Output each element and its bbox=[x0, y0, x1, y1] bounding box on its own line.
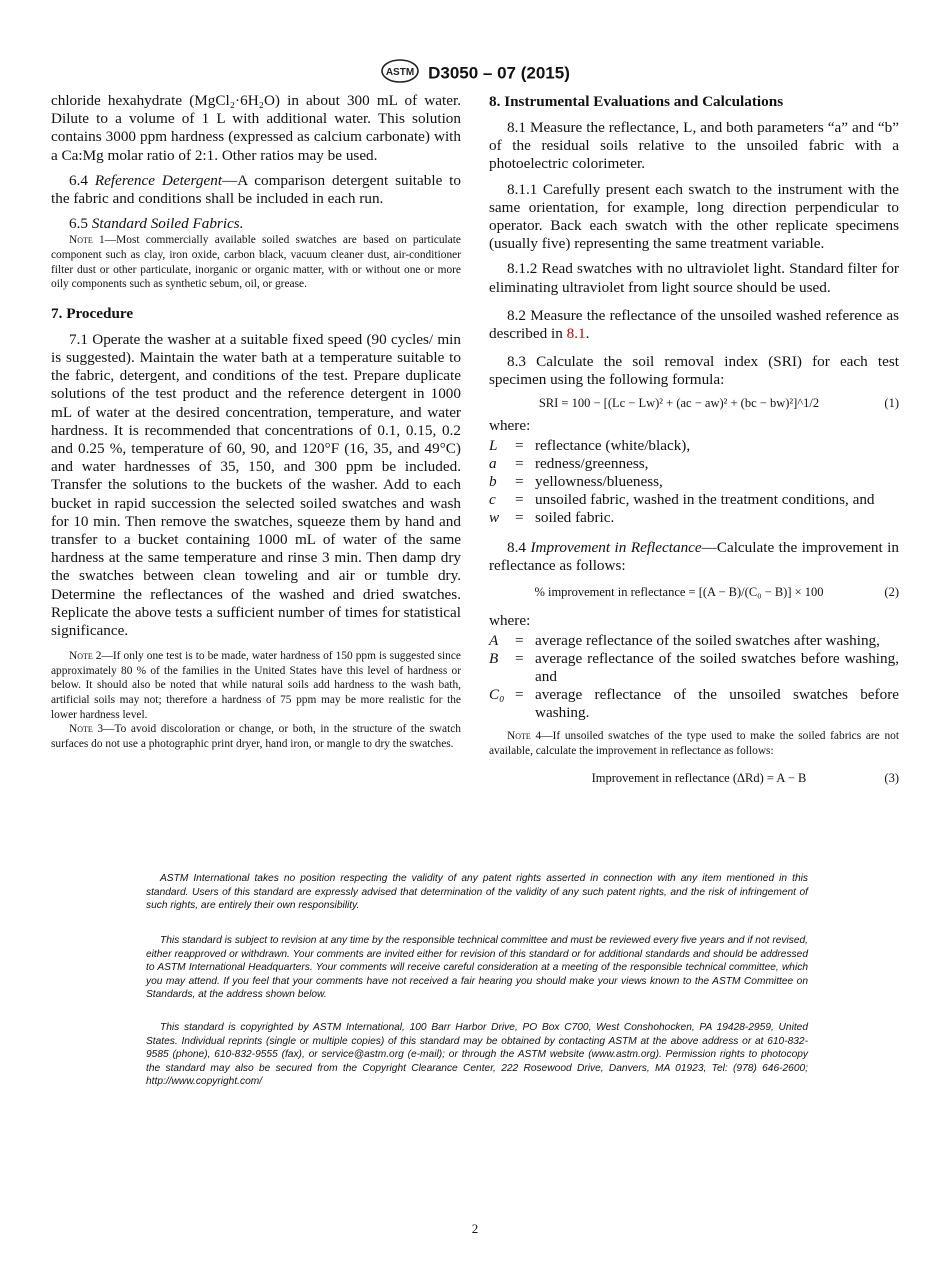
equation-1-number: (1) bbox=[884, 395, 899, 410]
where-label-2: where: bbox=[489, 612, 531, 630]
astm-logo-icon bbox=[380, 58, 420, 89]
equation-3-number: (3) bbox=[884, 770, 899, 785]
footer-revision-notice: This standard is subject to revision at any time by the responsible technical committee and must be reviewed every five years and if not revised, either reapproved or withdrawn. Your comments are invited either for revision of this standard or for additional standards and should be addressed to ASTM International Headquarters. Your comments will receive careful consideration at a meeting of the responsible technical committee, which you may attend. If you feel that your comments have not received a fair hearing you should make your views known to the ASTM Committee on Standards, at the address shown below. bbox=[146, 935, 808, 1001]
definition-equals: = bbox=[515, 650, 524, 668]
paragraph-8-2: 8.2 Measure the reflectance of the unsoiled washed reference as described in 8.1. bbox=[489, 306, 899, 343]
definition-description: soiled fabric. bbox=[535, 508, 615, 526]
equation-2 bbox=[489, 585, 899, 600]
definition-row bbox=[489, 632, 899, 650]
definition-symbol: C₀ bbox=[489, 686, 505, 704]
note-3: Note 3—To avoid discoloration or change, or both, in the structure of the swatch surfaces do not use a photographic print dryer, hand iron, or mangle to dry the swatches. bbox=[51, 723, 461, 750]
standard-designation: D3050 – 07 (2015) bbox=[428, 63, 570, 83]
definition-symbol: B bbox=[489, 650, 499, 668]
definition-description: average reflectance of the soiled swatches before washing, and bbox=[535, 650, 899, 686]
definition-description: redness/greenness, bbox=[535, 454, 649, 472]
definition-symbol: b bbox=[489, 472, 497, 490]
definition-row bbox=[489, 455, 899, 473]
paragraph-continued: chloride hexahydrate (MgCl₂·6H₂O) in about 300 mL of water. Dilute to a volume of 1 L with additional water. This solution contains 3000 ppm hardness (expressed as calcium carbonate) with a Ca:Mg molar ratio of 2:1. Other ratios may be used. bbox=[51, 92, 461, 164]
page-number: 2 bbox=[471, 1221, 479, 1236]
note-4: Note 4—If unsoiled swatches of the type used to make the soiled fabrics are not available, calculate the improvement in reflectance as follows: bbox=[489, 730, 899, 758]
definition-equals: = bbox=[515, 436, 524, 454]
definitions-list-2 bbox=[489, 632, 899, 722]
equation-2-number: (2) bbox=[884, 585, 899, 600]
right-column bbox=[489, 92, 899, 792]
definition-row bbox=[489, 509, 899, 527]
note-1: Note 1—Most commercially available soiled swatches are based on particulate component such as clay, iron oxide, carbon black, vacuum cleaner dust, air-conditioner filter dust or other particulate, inorganic or organic matter, with or without one or more oily components such as synthetic sebum, oil, or grease. bbox=[51, 234, 461, 291]
paragraph-8-1-1: 8.1.1 Carefully present each swatch to the instrument with the same orientation, for example, long direction perpendicular to operator. Back each swatch with the other replicate specimens (usually five) representing the same treatment variable. bbox=[489, 180, 899, 253]
definition-equals: = bbox=[515, 508, 524, 526]
paragraph-6-5: 6.5 Standard Soiled Fabrics. bbox=[69, 215, 244, 233]
definition-equals: = bbox=[515, 632, 524, 650]
paragraph-7-1: 7.1 Operate the washer at a suitable fixed speed (90 cycles/ min is suggested). Maintain the water bath at a temperature suitable to the fabric, detergent, and conditions of the test. Prepare duplicate solutions of the test product and the reference detergent in 1000 mL of water at the desired concentration, temperature, and water hardness. It is recommended that concentrations of 0.1, 0.15, 0.2 and 0.25 %, temperature of 60, 90, and 120°F (16, 35, and 49°C) and water hardnesses of 35, 150, and 300 ppm be included. Transfer the solutions to the buckets of the washer. Add to each bucket in rapid succession the selected soiled swatches and wash for 10 min. Then remove the swatches, squeeze them by hand and transfer to a bucket containing 1000 mL of water of the same hardness at the same temperature and rinse 3 min. Then damp dry the swatches between clean toweling and air or tumble dry. Determine the reflectances of the washed and dried swatches. Replicate the above tests a sufficient number of times for statistical significance. bbox=[51, 330, 461, 640]
definition-description: reflectance (white/black), bbox=[535, 436, 691, 454]
definition-symbol: w bbox=[489, 508, 500, 526]
note-2: Note 2—If only one test is to be made, water hardness of 150 ppm is suggested since approximately 80 % of the families in the United States have this level of hardness or below. It should also be noted that while natural soils add hardness to the wash bath, artificial soils may not; therefore a hardness of 75 ppm may be more realistic for the lower hardness level. bbox=[51, 650, 461, 721]
section-7-heading: 7. Procedure bbox=[51, 304, 134, 322]
footer-copyright-notice: This standard is copyrighted by ASTM International, 100 Barr Harbor Drive, PO Box C700, West Conshohocken, PA 19428-2959, United States. Individual reprints (single or multiple copies) of this standard may be obtained by contacting ASTM at the above address or at 610-832-9585 (phone), 610-832-9555 (fax), or service@astm.org (e-mail); or through the ASTM website (www.astm.org). Permission rights to photocopy the standard may also be secured from the Copyright Clearance Center, 222 Rosewood Drive, Danvers, MA 01923, Tel: (978) 646-2600; http://www.copyright.com/ bbox=[146, 1022, 808, 1088]
definition-symbol: A bbox=[489, 632, 499, 650]
equation-3-formula: Improvement in reflectance (ΔRd) = A − B bbox=[591, 770, 807, 785]
paragraph-6-4: 6.4 Reference Detergent—A comparison detergent suitable to the fabric and conditions shall be included in each run. bbox=[51, 171, 461, 208]
section-link-8-1[interactable]: 8.1 bbox=[566, 325, 586, 343]
paragraph-8-4: 8.4 Improvement in Reflectance—Calculate the improvement in reflectance as follows: bbox=[489, 538, 899, 575]
definition-equals: = bbox=[515, 472, 524, 490]
section-8-heading: 8. Instrumental Evaluations and Calculations bbox=[489, 93, 784, 110]
definition-row bbox=[489, 437, 899, 455]
left-column bbox=[51, 92, 461, 751]
definition-description: yellowness/blueness, bbox=[535, 472, 663, 490]
paragraph-8-1: 8.1 Measure the reflectance, L, and both parameters “a” and “b” of the residual soils relative to the unsoiled fabric with a photoelectric colorimeter. bbox=[489, 119, 899, 173]
logo-text: ASTM bbox=[385, 67, 415, 78]
definition-row bbox=[489, 473, 899, 491]
paragraph-8-1-2: 8.1.2 Read swatches with no ultraviolet light. Standard filter for eliminating ultraviolet from light source should be used. bbox=[489, 260, 899, 296]
definition-symbol: a bbox=[489, 454, 497, 472]
definition-equals: = bbox=[515, 490, 524, 508]
definition-row bbox=[489, 686, 899, 722]
equation-3 bbox=[489, 771, 899, 786]
definition-row bbox=[489, 491, 899, 509]
page-header bbox=[0, 58, 950, 89]
definition-equals: = bbox=[515, 454, 524, 472]
definition-equals: = bbox=[515, 686, 524, 704]
definition-description: unsoiled fabric, washed in the treatment conditions, and bbox=[535, 490, 875, 508]
equation-1-formula: SRI = 100 − [(Lc − Lw)² + (ac − aw)² + (bc − bw)²]^1/2 bbox=[538, 395, 820, 410]
definition-description: average reflectance of the unsoiled swatches before washing. bbox=[535, 686, 899, 722]
where-label-1: where: bbox=[489, 416, 531, 434]
definitions-list-1 bbox=[489, 437, 899, 527]
definition-row bbox=[489, 650, 899, 686]
equation-2-formula: % improvement in reflectance = [(A − B)/(C₀ − B)] × 100 bbox=[534, 585, 824, 600]
definition-description: average reflectance of the soiled swatches after washing, bbox=[535, 632, 880, 650]
footer-patent-notice: ASTM International takes no position respecting the validity of any patent rights asserted in connection with any item mentioned in this standard. Users of this standard are expressly advised that determination of the validity of any such patent rights, and the risk of infringement of such rights, are entirely their own responsibility. bbox=[146, 873, 808, 912]
definition-symbol: L bbox=[489, 436, 498, 454]
equation-1 bbox=[489, 396, 899, 411]
definition-symbol: c bbox=[489, 490, 496, 508]
paragraph-8-3: 8.3 Calculate the soil removal index (SRI) for each test specimen using the following formula: bbox=[489, 353, 899, 389]
